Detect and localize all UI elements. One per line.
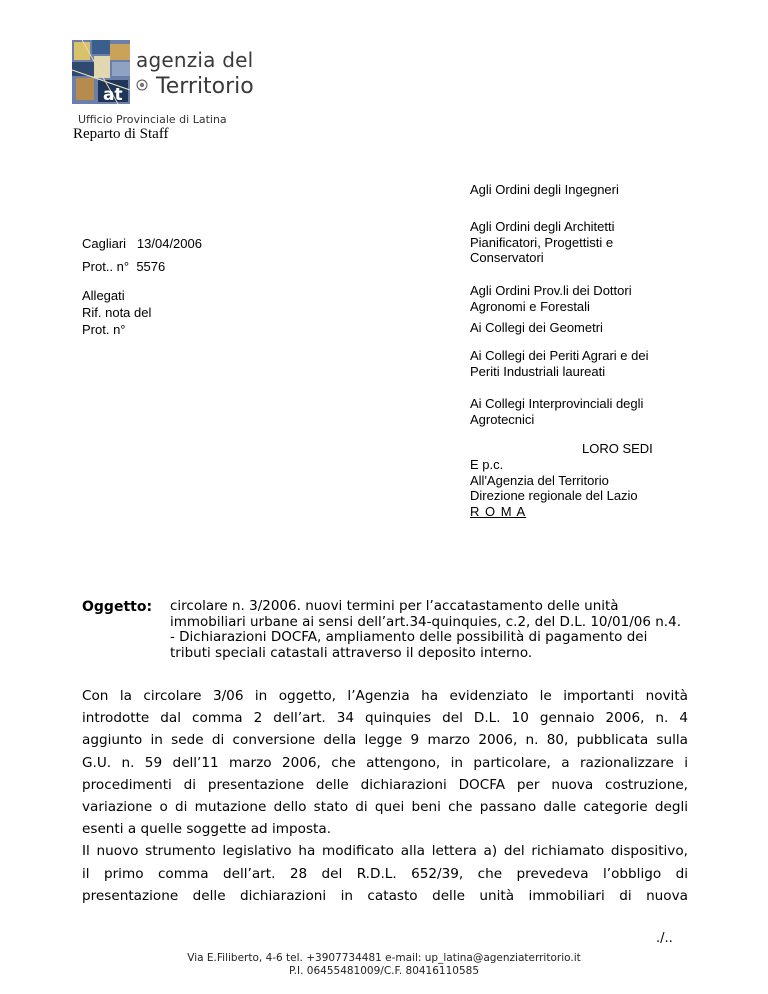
recipient-line: Ai Collegi dei Geometri bbox=[470, 320, 603, 335]
meta-block bbox=[82, 287, 151, 338]
logo-territorio-word: Territorio bbox=[156, 74, 254, 99]
letter-body bbox=[82, 685, 688, 907]
cc-city: R O M A bbox=[470, 503, 527, 519]
recipient-line: Agli Ordini degli Architetti bbox=[470, 219, 615, 234]
subject-text: circolare n. 3/2006. nuovi termini per l’accatastamento delle unità immobiliari urbane ai sensi dell’art.34-quinquies, c.2, del D.L. 10/01/06 n.4. - Dichiarazioni DOCFA, ampliamento delle possibilità di pagamento dei tributi speciali catastali attraverso il deposito interno. bbox=[170, 598, 681, 661]
recipient-block bbox=[470, 348, 648, 379]
recipient-line: Conservatori bbox=[470, 250, 544, 265]
recipient-line: Agrotecnici bbox=[470, 411, 535, 427]
recipient-block bbox=[470, 219, 615, 266]
body-line: introdotte dal comma 2 dell’art. 34 quinquies del D.L. 10 gennaio 2006, n. 4 bbox=[82, 710, 688, 727]
rif-nota-label: Rif. nota del bbox=[82, 305, 152, 320]
recipient-line: Ai Collegi dei Periti Agrari e dei bbox=[470, 348, 649, 363]
subject-label: Oggetto: bbox=[82, 599, 153, 615]
loro-sedi: LORO SEDI bbox=[582, 441, 653, 456]
body-line: variazione o di mutazione dello stato di quei beni che passano dalle categorie degli bbox=[82, 799, 688, 816]
body-line: Il nuovo strumento legislativo ha modificato alla lettera a) del richiamato dispositivo, bbox=[82, 843, 688, 860]
footer-tax-ids: P.I. 06455481009/C.F. 80416110585 bbox=[288, 965, 479, 977]
body-line: procedimenti di presentazione delle dichiarazioni DOCFA per nuova costruzione, bbox=[82, 776, 688, 793]
emblem-icon bbox=[136, 74, 148, 86]
cc-label: E p.c. bbox=[470, 457, 504, 472]
protocol-number: Prot.. n° 5576 bbox=[82, 259, 166, 274]
cc-line: All'Agenzia del Territorio bbox=[470, 472, 609, 488]
department-name: Reparto di Staff bbox=[73, 126, 169, 142]
recipient-line: Agli Ordini degli Ingegneri bbox=[470, 182, 619, 197]
recipient-block bbox=[470, 182, 619, 198]
body-line: G.U. n. 59 dell’11 marzo 2006, che attengono, in particolare, a razionalizzare i bbox=[82, 754, 688, 771]
logo-text-territorio bbox=[136, 74, 254, 98]
svg-text:at: at bbox=[103, 85, 123, 104]
cc-line: Direzione regionale del Lazio bbox=[470, 488, 638, 503]
body-line: Con la circolare 3/06 in oggetto, l’Agenzia ha evidenziato le importanti novità bbox=[82, 688, 688, 704]
body-line: aggiunto in sede di conversione della legge 9 marzo 2006, n. 80, pubblicata sulla bbox=[82, 732, 688, 749]
body-line: il primo comma dell’art. 28 del R.D.L. 652/39, che prevedeva l’obbligo di bbox=[82, 865, 688, 882]
body-line: esenti a quelle soggette ad imposta. bbox=[82, 821, 332, 838]
logo-mosaic-image bbox=[72, 40, 130, 104]
continuation-mark: ./.. bbox=[656, 931, 673, 946]
body-line: presentazione delle dichiarazioni in catasto delle unità immobiliari di nuova bbox=[82, 887, 688, 904]
recipient-line: Agronomi e Forestali bbox=[470, 298, 590, 314]
recipient-line: Ai Collegi Interprovinciali degli bbox=[470, 396, 644, 411]
recipient-line: Pianificatori, Progettisti e bbox=[470, 234, 614, 250]
page-footer bbox=[0, 952, 768, 978]
recipient-line: Periti Industriali laureati bbox=[470, 363, 606, 379]
prot-ref-label: Prot. n° bbox=[82, 322, 126, 337]
allegati-label: Allegati bbox=[82, 288, 125, 303]
footer-address: Via E.Filiberto, 4-6 tel. +3907734481 e-mail: up_latina@agenziaterritorio.it bbox=[187, 952, 581, 964]
recipient-block bbox=[470, 283, 632, 314]
office-name: Ufficio Provinciale di Latina bbox=[78, 113, 227, 126]
recipient-block bbox=[470, 320, 603, 336]
cc-block bbox=[470, 457, 638, 519]
recipient-block bbox=[470, 396, 643, 427]
recipient-line: Agli Ordini Prov.li dei Dottori bbox=[470, 283, 632, 298]
agency-logo bbox=[72, 40, 268, 106]
logo-text-agenzia: agenzia del bbox=[136, 48, 254, 72]
place-date: Cagliari 13/04/2006 bbox=[82, 236, 202, 251]
